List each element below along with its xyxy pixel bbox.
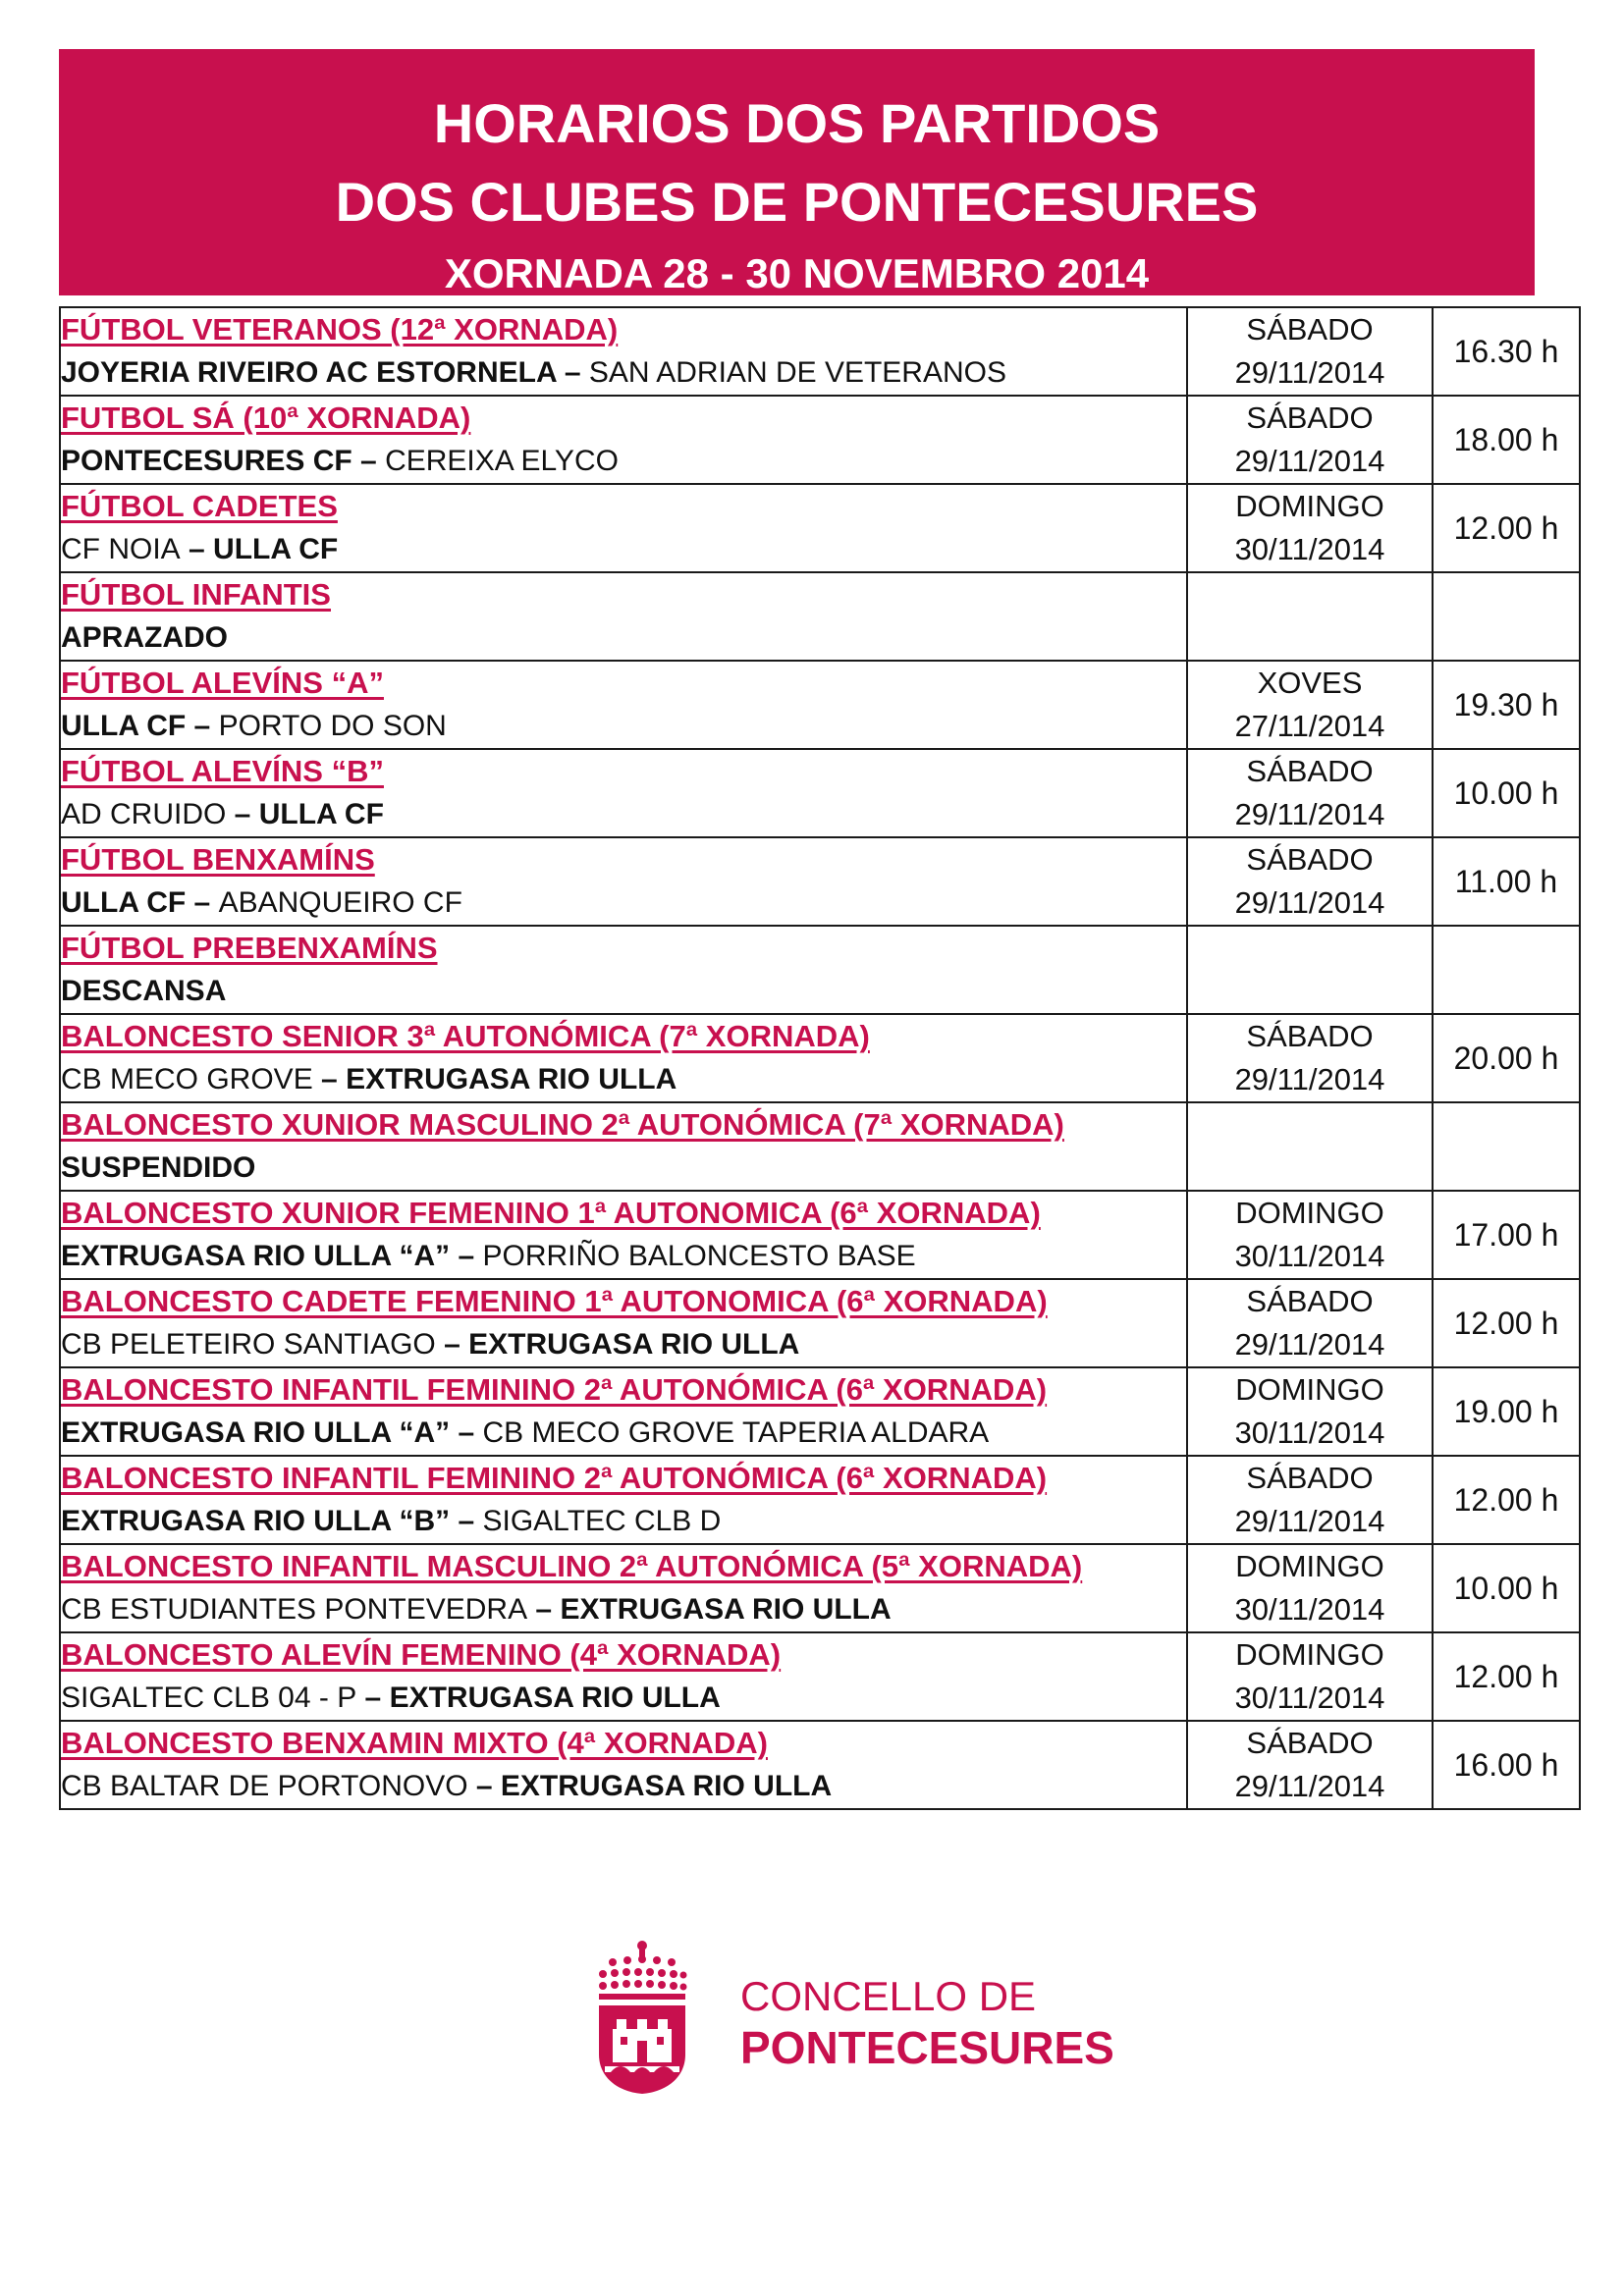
- org-name-line1: CONCELLO DE: [740, 1973, 1037, 2019]
- teams-label: [61, 1412, 1186, 1455]
- match-cell: [60, 1102, 1187, 1191]
- date-cell: [1187, 837, 1433, 926]
- match-cell: [60, 1367, 1187, 1456]
- date-label: 29/11/2014: [1234, 797, 1385, 831]
- away-team: PORRIÑO BALONCESTO BASE: [482, 1240, 916, 1272]
- time-cell: 10.00 h: [1433, 749, 1580, 837]
- home-team: CB PELETEIRO SANTIAGO: [61, 1328, 436, 1361]
- team-separator: –: [186, 886, 219, 919]
- teams-label: [61, 881, 1186, 925]
- teams-label: [61, 1323, 1186, 1366]
- category-label: BALONCESTO INFANTIL FEMININO 2ª AUTONÓMICA (6ª XORNADA): [61, 1461, 1048, 1495]
- date-cell: [1187, 1279, 1433, 1367]
- category-label: FÚTBOL CADETES: [61, 489, 338, 523]
- team-separator: –: [556, 356, 589, 389]
- weekday-label: SÁBADO: [1246, 1019, 1374, 1053]
- date-cell: [1187, 307, 1433, 396]
- date-cell: [1187, 572, 1433, 661]
- time-cell: 19.30 h: [1433, 661, 1580, 749]
- table-row: [60, 1367, 1580, 1456]
- away-team: SIGALTEC CLB D: [482, 1505, 722, 1537]
- date-cell: [1187, 396, 1433, 484]
- weekday-label: SÁBADO: [1246, 1726, 1374, 1760]
- match-cell: [60, 1279, 1187, 1367]
- time-cell: 16.00 h: [1433, 1721, 1580, 1809]
- date-cell: [1187, 1102, 1433, 1191]
- table-row: [60, 749, 1580, 837]
- away-team: SAN ADRIAN DE VETERANOS: [588, 356, 1006, 389]
- date-label: 30/11/2014: [1234, 1681, 1385, 1715]
- date-label: 29/11/2014: [1234, 1327, 1385, 1362]
- schedule-table: [59, 306, 1581, 1810]
- weekday-label: SÁBADO: [1246, 754, 1374, 788]
- match-cell: [60, 837, 1187, 926]
- weekday-label: SÁBADO: [1246, 312, 1374, 347]
- team-separator: –: [356, 1682, 390, 1714]
- org-name-line2: PONTECESURES: [740, 2022, 1114, 2073]
- teams-label: [61, 1235, 1186, 1278]
- concello-crest-icon: [595, 1939, 689, 2096]
- table-row: [60, 837, 1580, 926]
- match-cell: [60, 661, 1187, 749]
- team-separator: –: [186, 710, 219, 742]
- match-cell: [60, 1544, 1187, 1632]
- table-row: [60, 307, 1580, 396]
- date-label: 27/11/2014: [1234, 709, 1385, 743]
- category-label: FUTBOL SÁ (10ª XORNADA): [61, 400, 471, 435]
- team-separator: –: [450, 1505, 483, 1537]
- date-label: 29/11/2014: [1234, 1769, 1385, 1803]
- date-cell: [1187, 1456, 1433, 1544]
- category-label: FÚTBOL PREBENXAMÍNS: [61, 931, 438, 965]
- home-team: ULLA CF: [61, 886, 187, 919]
- teams-label: [61, 1147, 1186, 1190]
- teams-label: [61, 1058, 1186, 1101]
- time-cell: 11.00 h: [1433, 837, 1580, 926]
- table-row: [60, 1014, 1580, 1102]
- table-row: [60, 1279, 1580, 1367]
- team-separator: –: [352, 445, 386, 477]
- table-row: [60, 1456, 1580, 1544]
- schedule-body: [60, 307, 1580, 1809]
- table-row: [60, 661, 1580, 749]
- away-team: EXTRUGASA RIO ULLA: [389, 1682, 721, 1714]
- date-cell: [1187, 1544, 1433, 1632]
- category-label: BALONCESTO XUNIOR FEMENINO 1ª AUTONOMICA (6ª XORNADA): [61, 1196, 1041, 1230]
- time-cell: 10.00 h: [1433, 1544, 1580, 1632]
- teams-label: [61, 440, 1186, 483]
- date-cell: [1187, 926, 1433, 1014]
- category-label: BALONCESTO ALEVÍN FEMENINO (4ª XORNADA): [61, 1637, 782, 1672]
- team-separator: –: [312, 1063, 347, 1095]
- teams-label: [61, 1765, 1186, 1808]
- weekday-label: DOMINGO: [1235, 1196, 1384, 1230]
- teams-label: [61, 1588, 1186, 1631]
- weekday-label: SÁBADO: [1246, 1461, 1374, 1495]
- time-cell: [1433, 1102, 1580, 1191]
- header-banner: [59, 49, 1535, 295]
- away-team: EXTRUGASA RIO ULLA: [560, 1593, 892, 1626]
- date-cell: [1187, 1191, 1433, 1279]
- date-label: 29/11/2014: [1234, 444, 1385, 478]
- category-label: FÚTBOL INFANTIS: [61, 577, 331, 612]
- category-label: BALONCESTO CADETE FEMENINO 1ª AUTONOMICA (6ª XORNADA): [61, 1284, 1048, 1318]
- home-team: SUSPENDIDO: [61, 1151, 256, 1184]
- time-cell: 12.00 h: [1433, 1632, 1580, 1721]
- weekday-label: DOMINGO: [1235, 1549, 1384, 1583]
- match-cell: [60, 1191, 1187, 1279]
- time-cell: 12.00 h: [1433, 484, 1580, 572]
- time-cell: 17.00 h: [1433, 1191, 1580, 1279]
- home-team: EXTRUGASA RIO ULLA “B”: [61, 1505, 451, 1537]
- match-cell: [60, 396, 1187, 484]
- away-team: EXTRUGASA RIO ULLA: [468, 1328, 800, 1361]
- date-cell: [1187, 1367, 1433, 1456]
- match-cell: [60, 572, 1187, 661]
- home-team: APRAZADO: [61, 621, 228, 654]
- match-cell: [60, 1721, 1187, 1809]
- table-row: [60, 572, 1580, 661]
- date-label: 29/11/2014: [1234, 885, 1385, 920]
- date-cell: [1187, 1014, 1433, 1102]
- time-cell: 16.30 h: [1433, 307, 1580, 396]
- time-cell: [1433, 572, 1580, 661]
- home-team: AD CRUIDO: [61, 798, 227, 830]
- away-team: ABANQUEIRO CF: [218, 886, 462, 919]
- time-cell: 20.00 h: [1433, 1014, 1580, 1102]
- team-separator: –: [180, 533, 214, 565]
- date-cell: [1187, 749, 1433, 837]
- time-cell: 12.00 h: [1433, 1279, 1580, 1367]
- category-label: FÚTBOL ALEVÍNS “A”: [61, 666, 384, 700]
- table-row: [60, 1632, 1580, 1721]
- weekday-label: SÁBADO: [1246, 400, 1374, 435]
- table-row: [60, 926, 1580, 1014]
- weekday-label: SÁBADO: [1246, 1284, 1374, 1318]
- weekday-label: DOMINGO: [1235, 1637, 1384, 1672]
- away-team: EXTRUGASA RIO ULLA: [346, 1063, 677, 1095]
- teams-label: [61, 1500, 1186, 1543]
- home-team: EXTRUGASA RIO ULLA “A”: [61, 1416, 451, 1449]
- table-row: [60, 1721, 1580, 1809]
- category-label: BALONCESTO INFANTIL MASCULINO 2ª AUTONÓMICA (5ª XORNADA): [61, 1549, 1083, 1583]
- page-title-line1: HORARIOS DOS PARTIDOS: [433, 92, 1161, 154]
- category-label: FÚTBOL ALEVÍNS “B”: [61, 754, 384, 788]
- time-cell: 18.00 h: [1433, 396, 1580, 484]
- team-separator: –: [226, 798, 259, 830]
- match-cell: [60, 307, 1187, 396]
- match-cell: [60, 484, 1187, 572]
- date-label: 29/11/2014: [1234, 1062, 1385, 1096]
- time-cell: [1433, 926, 1580, 1014]
- team-separator: –: [450, 1416, 483, 1449]
- table-row: [60, 1102, 1580, 1191]
- category-label: FÚTBOL VETERANOS (12ª XORNADA): [61, 312, 619, 347]
- table-row: [60, 1191, 1580, 1279]
- page-subtitle: XORNADA 28 - 30 NOVEMBRO 2014: [444, 250, 1150, 296]
- table-row: [60, 1544, 1580, 1632]
- table-row: [60, 484, 1580, 572]
- time-cell: 19.00 h: [1433, 1367, 1580, 1456]
- weekday-label: SÁBADO: [1246, 842, 1374, 877]
- home-team: CB BALTAR DE PORTONOVO: [61, 1770, 468, 1802]
- category-label: BALONCESTO SENIOR 3ª AUTONÓMICA (7ª XORNADA): [61, 1019, 870, 1053]
- home-team: DESCANSA: [61, 975, 227, 1007]
- match-cell: [60, 1632, 1187, 1721]
- date-label: 30/11/2014: [1234, 1415, 1385, 1450]
- team-separator: –: [435, 1328, 469, 1361]
- match-cell: [60, 1014, 1187, 1102]
- home-team: CB ESTUDIANTES PONTEVEDRA: [61, 1593, 528, 1626]
- weekday-label: XOVES: [1257, 666, 1363, 700]
- time-cell: 12.00 h: [1433, 1456, 1580, 1544]
- teams-label: [61, 793, 1186, 836]
- footer-logo: [595, 1939, 1114, 2096]
- teams-label: [61, 705, 1186, 748]
- home-team: EXTRUGASA RIO ULLA “A”: [61, 1240, 451, 1272]
- date-label: 30/11/2014: [1234, 1239, 1385, 1273]
- teams-label: [61, 970, 1186, 1013]
- home-team: PONTECESURES CF: [61, 445, 352, 477]
- date-label: 29/11/2014: [1234, 355, 1385, 390]
- away-team: ULLA CF: [213, 533, 339, 565]
- date-label: 30/11/2014: [1234, 1592, 1385, 1627]
- teams-label: [61, 616, 1186, 660]
- weekday-label: DOMINGO: [1235, 1372, 1384, 1407]
- match-cell: [60, 749, 1187, 837]
- match-cell: [60, 1456, 1187, 1544]
- category-label: BALONCESTO INFANTIL FEMININO 2ª AUTONÓMICA (6ª XORNADA): [61, 1372, 1048, 1407]
- home-team: CF NOIA: [61, 533, 181, 565]
- home-team: SIGALTEC CLB 04 - P: [61, 1682, 357, 1714]
- home-team: CB MECO GROVE: [61, 1063, 313, 1095]
- date-cell: [1187, 1721, 1433, 1809]
- away-team: CB MECO GROVE TAPERIA ALDARA: [482, 1416, 990, 1449]
- category-label: BALONCESTO BENXAMIN MIXTO (4ª XORNADA): [61, 1726, 768, 1760]
- away-team: CEREIXA ELYCO: [385, 445, 619, 477]
- away-team: EXTRUGASA RIO ULLA: [500, 1770, 833, 1802]
- home-team: JOYERIA RIVEIRO AC ESTORNELA: [61, 356, 557, 389]
- team-separator: –: [450, 1240, 483, 1272]
- date-label: 30/11/2014: [1234, 532, 1385, 566]
- match-cell: [60, 926, 1187, 1014]
- page-title-line2: DOS CLUBES DE PONTECESURES: [335, 171, 1259, 233]
- team-separator: –: [467, 1770, 501, 1802]
- category-label: FÚTBOL BENXAMÍNS: [61, 842, 375, 877]
- date-cell: [1187, 484, 1433, 572]
- date-cell: [1187, 661, 1433, 749]
- team-separator: –: [527, 1593, 561, 1626]
- table-row: [60, 396, 1580, 484]
- away-team: PORTO DO SON: [218, 710, 447, 742]
- away-team: ULLA CF: [258, 798, 384, 830]
- teams-label: [61, 1677, 1186, 1720]
- weekday-label: DOMINGO: [1235, 489, 1384, 523]
- date-cell: [1187, 1632, 1433, 1721]
- date-label: 29/11/2014: [1234, 1504, 1385, 1538]
- category-label: BALONCESTO XUNIOR MASCULINO 2ª AUTONÓMICA (7ª XORNADA): [61, 1107, 1064, 1142]
- teams-label: [61, 351, 1186, 395]
- teams-label: [61, 528, 1186, 571]
- home-team: ULLA CF: [61, 710, 187, 742]
